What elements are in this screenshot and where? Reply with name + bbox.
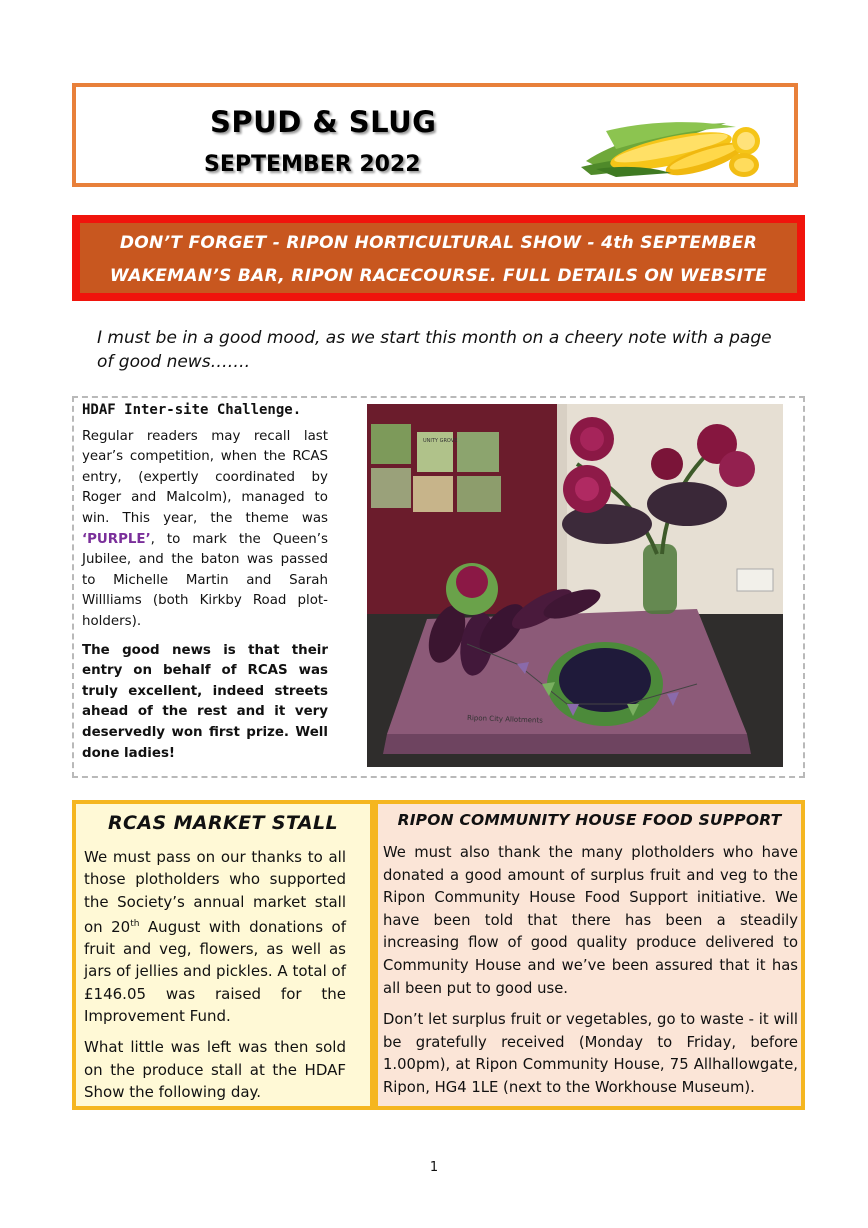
issue-date: SEPTEMBER 2022 [204, 152, 421, 177]
show-banner [72, 215, 805, 301]
banner-line-1: DON’T FORGET - RIPON HORTICULTURAL SHOW - 4th SEPTEMBER [119, 233, 758, 253]
masthead [72, 83, 798, 187]
purple-theme-highlight: ‘PURPLE’ [82, 531, 151, 547]
photo-card-text: UNITY GROVE [423, 438, 458, 444]
market-para1-end: August with donations of fruit and veg, flowers, as well as jars of jellies and pickles. A total of £146.05 was raised for the Improvement Fund. [84, 917, 346, 1026]
hdaf-para1-start: Regular readers may recall last year’s competition, when the RCAS entry, (expertly coordinated by Roger and Malcolm), managed to win. This year, the theme was [82, 428, 328, 526]
photo-label-text: Ripon City Allotments [466, 714, 543, 725]
purple-display-photo [367, 404, 783, 767]
market-paragraph-1 [84, 846, 346, 1027]
hdaf-heading: HDAF Inter-site Challenge. [82, 402, 302, 418]
hdaf-article [82, 400, 328, 772]
food-support-title: RIPON COMMUNITY HOUSE FOOD SUPPORT [397, 811, 782, 829]
newsletter-title: SPUD & SLUG [210, 105, 437, 139]
hdaf-paragraph-1 [82, 427, 328, 633]
ordinal-suffix: th [130, 918, 140, 929]
hdaf-para1-end: , to mark the Queen’s Jubilee, and the baton was passed to Michelle Martin and Sarah Willliams (both Kirkby Road plot-holders). [82, 531, 328, 629]
hdaf-paragraph-2: The good news is that their entry on behalf of RCAS was truly excellent, indeed streets ahead of the rest and it very deservedly won first prize. Well done ladies! [82, 642, 328, 761]
page-number: 1 [429, 1160, 439, 1175]
market-stall-title: RCAS MARKET STALL [108, 812, 338, 834]
food-support-body [383, 842, 798, 1109]
corn-image [576, 101, 776, 181]
food-support-box [374, 800, 805, 1110]
show-banner-inner [80, 223, 797, 293]
market-para1-start: We must pass on our thanks to all those plotholders who supported the Society’s annual market stall on 20 [84, 848, 346, 936]
market-stall-body [84, 846, 346, 1112]
food-paragraph-2: Don’t let surplus fruit or vegetables, go to waste - it will be gratefully received (Monday to Friday, before 1.00pm), at Ripon Community House, 75 Allhallowgate, Ripon, HG4 1LE (next to the Workhouse Museum). [383, 1011, 798, 1096]
banner-line-2: WAKEMAN’S BAR, RIPON RACECOURSE. FULL DETAILS ON WEBSITE [109, 266, 768, 286]
intro-text: I must be in a good mood, as we start this month on a cheery note with a page of good news……. [97, 328, 772, 372]
market-paragraph-2: What little was left was then sold on the produce stall at the HDAF Show the following day. [84, 1038, 346, 1101]
market-stall-box [72, 800, 374, 1110]
food-paragraph-1: We must also thank the many plotholders who have donated a good amount of surplus fruit and veg to the Ripon Community House Food Support initiative. We have been told that there has been a steadily increasing flow of good quality produce delivered to Community House and we’ve been assured that it has all been put to good use. [383, 844, 798, 997]
